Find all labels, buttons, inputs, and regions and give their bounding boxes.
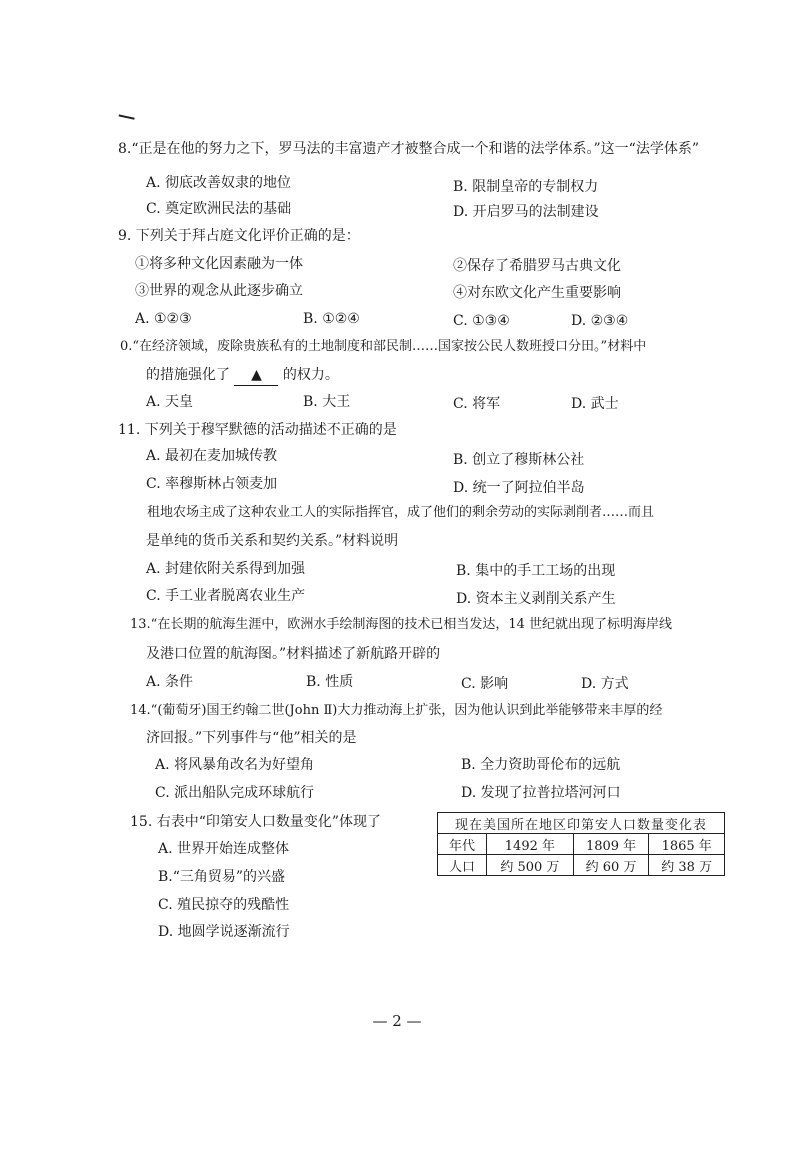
- table-row: [438, 834, 725, 855]
- q15-stem: 15. 右表中“印第安人口数量变化”体现了: [130, 814, 382, 830]
- q9-item-1: ①将多种文化因素融为一体: [135, 256, 303, 272]
- table-cell: 1809 年: [573, 834, 649, 855]
- q11-option-b: B. 创立了穆斯林公社: [453, 452, 585, 468]
- q14-option-b: B. 全力资助哥伦布的远航: [461, 757, 621, 773]
- q9-option-d: D. ②③④: [571, 313, 629, 329]
- table-cell: 1492 年: [487, 834, 574, 855]
- q8-option-c: C. 奠定欧洲民法的基础: [146, 201, 292, 217]
- q13-stem-line1: 13.“在长期的航海生涯中，欧洲水手绘制海图的技术已相当发达，14 世纪就出现了标明海岸线: [130, 617, 672, 632]
- q15-option-d: D. 地圆学说逐渐流行: [158, 924, 290, 940]
- q12-stem-line1: 租地农场主成了这种农业工人的实际指挥官，成了他们的剩余劳动的实际剥削者……而且: [147, 505, 655, 520]
- q14-stem-line1: 14.“(葡萄牙)国王约翰二世(John Ⅱ)大力推动海上扩张，因为他认识到此举能够带来丰厚的经: [130, 703, 663, 718]
- q10-stem-line1: 0.“在经济领域，废除贵族私有的土地制度和部民制……国家按公民人数班授口分田。”材料中: [120, 339, 647, 354]
- population-table: [437, 812, 725, 876]
- table-caption-row: [438, 813, 725, 834]
- q15-option-c: C. 殖民掠夺的残酷性: [158, 897, 290, 913]
- q9-option-c: C. ①③④: [453, 313, 510, 329]
- q14-option-d: D. 发现了拉普拉塔河河口: [461, 785, 621, 801]
- q8-option-d: D. 开启罗马的法制建设: [453, 204, 599, 220]
- q10-stem-text-a: 的措施强化了: [146, 367, 230, 383]
- q9-option-a: A. ①②③: [135, 311, 192, 327]
- q8-option-a: A. 彻底改善奴隶的地位: [146, 175, 292, 191]
- table-caption: 现在美国所在地区印第安人口数量变化表: [438, 813, 725, 834]
- q10-option-c: C. 将军: [453, 396, 501, 412]
- table-cell: 约 60 万: [573, 855, 649, 876]
- q15-option-b: B.“三角贸易”的兴盛: [158, 869, 286, 885]
- table-cell: 约 500 万: [487, 855, 574, 876]
- table-row: [438, 855, 725, 876]
- q13-option-d: D. 方式: [581, 676, 629, 692]
- q14-option-a: A. 将风暴角改名为好望角: [155, 757, 315, 773]
- q12-option-d: D. 资本主义剥削关系产生: [456, 591, 616, 607]
- q11-option-d: D. 统一了阿拉伯半岛: [453, 480, 585, 496]
- q9-stem: 9. 下列关于拜占庭文化评价正确的是：: [118, 228, 360, 244]
- table-cell: 人口: [438, 855, 487, 876]
- q12-option-b: B. 集中的手工工场的出现: [456, 563, 616, 579]
- q13-option-c: C. 影响: [461, 676, 509, 692]
- pen-mark: [117, 114, 134, 125]
- q9-item-3: ③世界的观念从此逐步确立: [135, 283, 303, 299]
- q10-blank: ▲: [234, 365, 278, 386]
- q9-item-4: ④对东欧文化产生重要影响: [453, 285, 621, 301]
- q10-option-a: A. 天皇: [146, 394, 194, 410]
- q10-option-d: D. 武士: [571, 396, 619, 412]
- q8-stem: 8.“正是在他的努力之下，罗马法的丰富遗产才被整合成一个和谐的法学体系。”这一“法学体系”: [118, 141, 699, 157]
- q9-item-2: ②保存了希腊罗马古典文化: [453, 258, 621, 274]
- q12-option-c: C. 手工业者脱离农业生产: [146, 588, 306, 604]
- q9-option-b: B. ①②④: [303, 311, 360, 327]
- q11-option-a: A. 最初在麦加城传教: [146, 448, 278, 464]
- q12-stem-line2: 是单纯的货币关系和契约关系。”材料说明: [146, 533, 399, 549]
- q15-option-a: A. 世界开始连成整体: [158, 841, 290, 857]
- q11-option-c: C. 率穆斯林占领麦加: [146, 476, 278, 492]
- q10-stem-text-b: 的权力。: [282, 367, 339, 383]
- page-number: — 2 —: [372, 1012, 422, 1030]
- q10-option-b: B. 大王: [303, 394, 351, 410]
- q14-stem-line2: 济回报。”下列事件与“他”相关的是: [146, 730, 357, 746]
- q13-option-a: A. 条件: [146, 674, 194, 690]
- q10-stem-line2: [146, 365, 339, 386]
- q8-option-b: B. 限制皇帝的专制权力: [453, 179, 599, 195]
- q14-option-c: C. 派出船队完成环球航行: [155, 785, 315, 801]
- table-cell: 约 38 万: [649, 855, 725, 876]
- table-cell: 1865 年: [649, 834, 725, 855]
- q11-stem: 11. 下列关于穆罕默德的活动描述不正确的是: [118, 422, 397, 438]
- q13-stem-line2: 及港口位置的航海图。”材料描述了新航路开辟的: [146, 646, 441, 662]
- q12-option-a: A. 封建依附关系得到加强: [146, 561, 306, 577]
- table-cell: 年代: [438, 834, 487, 855]
- q13-option-b: B. 性质: [306, 674, 354, 690]
